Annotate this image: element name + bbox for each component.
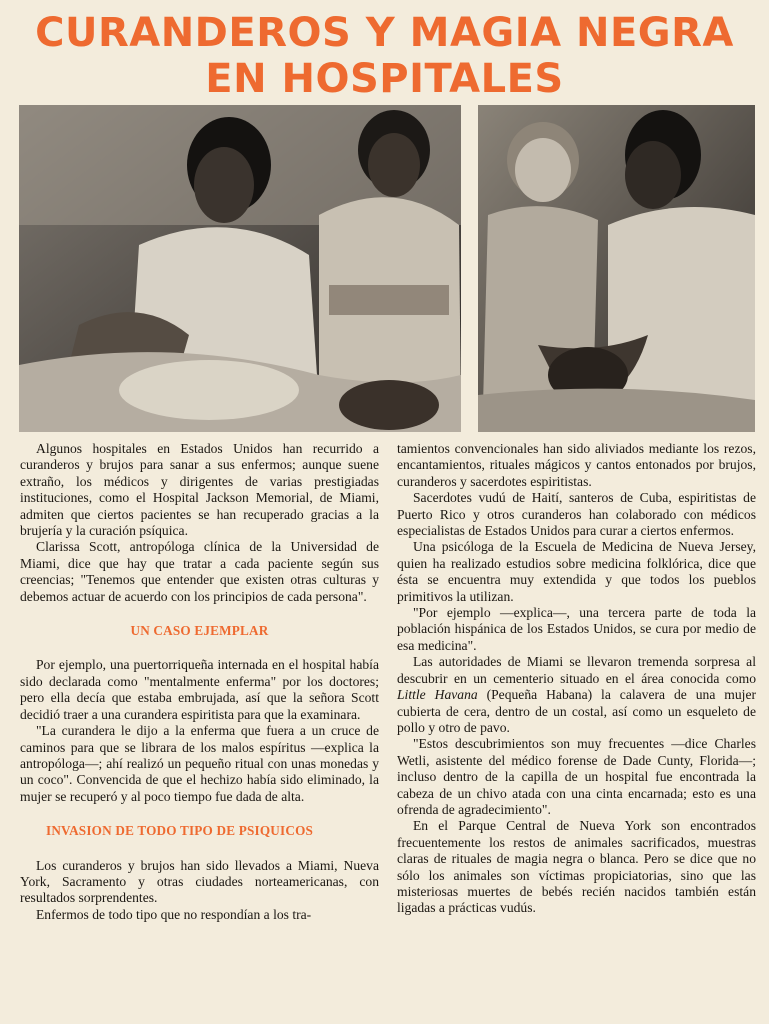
body-paragraph: Una psicóloga de la Escuela de Medicina de Nueva Jersey, quien ha realizado estudios sobre medicina folklórica, dice que ésta se encuentra muy extendida y que todos los pueblos primitivos la utilizan. (397, 539, 756, 604)
body-paragraph: Enfermos de todo tipo que no respondían a los tra- (36, 906, 312, 922)
healer-ritual-photo (19, 105, 461, 432)
body-paragraph: "La curandera le dijo a la enferma que fuera a un cruce de caminos para que se librara de los malos espíritus —explica la antropóloga—; ahí realizó un pequeño ritual con unas monedas y un coco". Convencida de que el hechizo había sido eliminado, la mujer se recuperó y al poco tiempo fue dada de alta. (20, 723, 379, 804)
headline-line-1: CURANDEROS Y MAGIA NEGRA (35, 10, 734, 56)
healer-hands-photo (478, 105, 755, 432)
body-paragraph: Por ejemplo, una puertorriqueña internada en el hospital había sido declarada como "mentalmente enferma" por los doctores; pero ella decía que estaba embrujada, así que la señora Scott decidió traer a una curandera espiritista para que la examinara. (20, 657, 379, 722)
body-text: Las autoridades de Miami se llevaron tremenda sorpresa al descubrir en un cementerio situado en el área conocida como (397, 654, 756, 686)
place-name-italic: Little Havana (397, 687, 478, 703)
body-paragraph: tamientos convencionales han sido aliviados mediante los rezos, encantamientos, rituales mágicos y cantos entonados por brujos, curanderos y sacerdotes espiritistas. (397, 441, 756, 489)
body-paragraph: En el Parque Central de Nueva York son encontrados frecuentemente los restos de animales sacrificados, muestras claras de rituales de magia negra o blanca. Pero se dice que no sólo los animales son víctimas propiciatorias, sino que las misteriosas muertes de bebés recién nacidos también están ligadas a prácticas vudús. (397, 818, 756, 916)
body-paragraph: Clarissa Scott, antropóloga clínica de la Universidad de Miami, dice que hay que tratar a cada paciente según sus creencias; "Tenemos que entender que existen otras culturas y debemos actuar de acuerdo con los principios de cada persona". (20, 539, 379, 604)
body-paragraph: Algunos hospitales en Estados Unidos han recurrido a curanderos y brujos para sanar a sus enfermos; aunque suene extraño, los médicos y dirigentes de varias prestigiadas instituciones, como el Hospital Jackson Memorial, de Miami, admiten que ciertos pacientes se han recuperado gracias a la brujería y la curación psíquica. (20, 441, 379, 539)
article-headline (0, 10, 769, 102)
headline-line-2: EN HOSPITALES (205, 56, 564, 102)
body-paragraph: "Por ejemplo —explica—, una tercera parte de toda la población hispánica de los Estados Unidos, se cura por medio de esa medicina". (397, 605, 756, 653)
body-paragraph: Los curanderos y brujos han sido llevados a Miami, Nueva York, Sacramento y otras ciudades norteamericanas, con resultados sorprendentes. (20, 857, 379, 906)
subhead-invasion-psiquicos: INVASION DE TODO TIPO DE PSIQUICOS (46, 823, 314, 839)
body-paragraph (397, 654, 756, 736)
article-right-column (397, 441, 756, 917)
body-text: (Pequeña Habana) la calavera de una mujer cubierta de cera, dentro de un costal, así como un esqueleto de pollo y otro de pavo. (397, 687, 756, 735)
body-paragraph: Sacerdotes vudú de Haití, santeros de Cuba, espiritistas de Puerto Rico y otros curanderos han colaborado con médicos especialistas de Estados Unidos para curar a ciertos enfermos. (397, 490, 756, 539)
article-left-column (20, 441, 379, 923)
body-paragraph: "Estos descubrimientos son muy frecuentes —dice Charles Wetli, asistente del médico forense de Dade Cunty, Florida—; incluso dentro de la capilla de un hospital fue encontrada la cabeza de un chivo atada con una cinta encarnada; esto es una ofrenda de agradecimiento". (397, 736, 756, 817)
subhead-caso-ejemplar: UN CASO EJEMPLAR (130, 623, 269, 639)
